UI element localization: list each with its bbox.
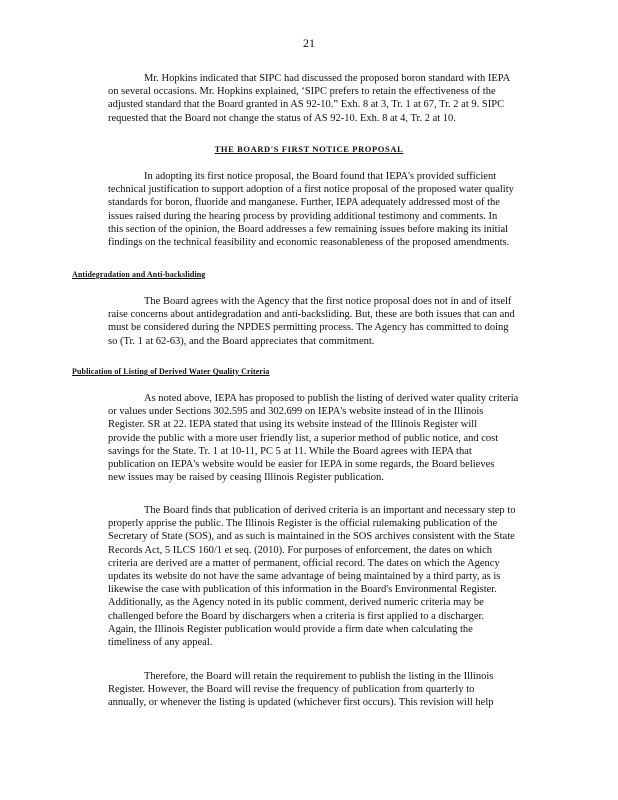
text-line: Secretary of State (SOS), and as such is maintained in the SOS archives consistent with the State: [108, 531, 515, 543]
text-line: In adopting its first notice proposal, the Board found that IEPA's provided sufficient: [144, 171, 497, 182]
text-line: issues raised during the hearing process by providing additional testimony and comments. In: [108, 210, 498, 222]
text-line: Records Act, 5 ILCS 160/1 et seq. (2010). For purposes of enforcement, the dates on which: [108, 544, 493, 556]
text-line: The Board finds that publication of derived criteria is an important and necessary step to: [144, 505, 516, 516]
text-line: Mr. Hopkins indicated that SIPC had discussed the proposed boron standard with IEPA: [144, 73, 511, 84]
text-line: adjusted standard that the Board granted in AS 92-10.” Exh. 8 at 3, Tr. 1 at 67, Tr. 2 at 9. SIPC: [108, 99, 505, 111]
text-line: annually, or whenever the listing is updated (whichever first occurs). This revision will help: [108, 697, 494, 709]
paragraph-hopkins: [72, 72, 542, 125]
text-line: requested that the Board not change the status of AS 92-10. Exh. 8 at 4, Tr. 2 at 10.: [108, 112, 456, 124]
text-line: The Board agrees with the Agency that the first notice proposal does not in and of itself: [144, 296, 512, 307]
subheading-publication: Publication of Listing of Derived Water Quality Criteria: [72, 367, 270, 376]
text-line: technical justification to support adoption of a first notice proposal of the proposed water quality: [108, 184, 514, 196]
subheading-antidegradation: Antidegradation and Anti-backsliding: [72, 270, 206, 279]
text-line: raise concerns about antidegradation and anti-backsliding. But, these are both issues that can and: [108, 309, 515, 321]
text-line: this section of the opinion, the Board addresses a few remaining issues before making its initial: [108, 223, 509, 235]
section-heading-first-notice: THE BOARD'S FIRST NOTICE PROPOSAL: [214, 144, 404, 154]
text-line: publication on IEPA's website would be easier for IEPA in some regards, the Board believes: [108, 459, 495, 471]
paragraph-therefore: [72, 670, 542, 710]
paragraph-publication-noted: [72, 392, 542, 484]
text-line: must be considered during the NPDES permitting process. The Agency has committed to doing: [108, 322, 509, 334]
text-line: provide the public with a more user friendly list, a superior method of public notice, and cost: [108, 432, 499, 444]
paragraph-antidegradation: [72, 295, 542, 348]
text-line: timeliness of any appeal.: [108, 637, 213, 649]
page-number: 21: [303, 36, 315, 50]
text-line: Therefore, the Board will retain the requirement to publish the listing in the Illinois: [144, 671, 494, 682]
paragraph-first-notice: [72, 170, 542, 249]
text-line: criteria are derived are a matter of permanent, official record. The dates on which the Agency: [108, 557, 500, 569]
paragraph-board-finds: [72, 504, 542, 649]
text-line: likewise the case with publication of this information in the Board's Environmental Register.: [108, 584, 497, 596]
text-line: new issues may be raised by ceasing Illinois Register publication.: [108, 472, 384, 484]
text-line: As noted above, IEPA has proposed to publish the listing of derived water quality criteria: [144, 393, 519, 404]
text-line: Register. SR at 22. IEPA stated that using its website instead of the Illinois Register will: [108, 419, 478, 431]
text-line: findings on the technical feasibility and economic reasonableness of the proposed amendments.: [108, 237, 510, 249]
text-line: savings for the State. Tr. 1 at 10-11, PC 5 at 11. While the Board agrees with IEPA that: [108, 445, 472, 457]
text-line: Again, the Illinois Register publication would provide a firm date when calculating the: [108, 623, 473, 635]
text-line: Additionally, as the Agency noted in its public comment, derived numeric criteria may be: [108, 597, 484, 609]
text-line: updates its website do not have the same advantage of being maintained by a third party, as is: [108, 571, 501, 583]
text-line: or values under Sections 302.595 and 302.699 on IEPA's website instead of in the Illinois: [108, 406, 484, 418]
text-line: challenged before the Board by dischargers when a criteria is first applied to a discharger.: [108, 610, 485, 622]
text-line: properly apprise the public. The Illinois Register is the official rulemaking publication of the: [108, 518, 498, 530]
text-line: Register. However, the Board will revise the frequency of publication from quarterly to: [108, 684, 475, 696]
text-line: standards for boron, fluoride and manganese. Further, IEPA adequately addressed most of the: [108, 197, 500, 209]
text-line: so (Tr. 1 at 62-63), and the Board appreciates that commitment.: [108, 335, 375, 347]
text-line: on several occasions. Mr. Hopkins explained, ‘SIPC prefers to retain the effectiveness of the: [108, 86, 496, 98]
